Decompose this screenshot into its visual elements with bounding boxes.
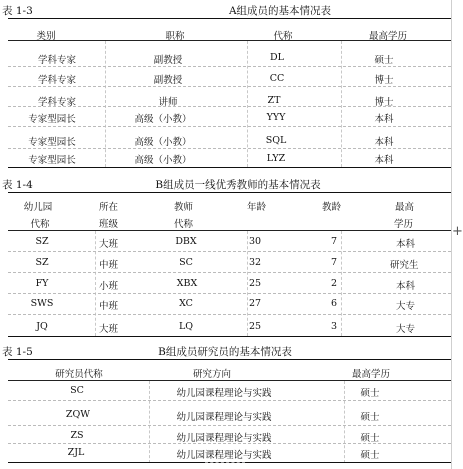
cell: 7 (331, 257, 338, 268)
cell: 讲师 (158, 97, 178, 108)
cell: ZT (267, 95, 281, 106)
cell: 幼儿园课程理论与实践 (176, 450, 272, 461)
top-rule (8, 18, 451, 19)
header-rule (8, 380, 451, 381)
cell: JQ (36, 321, 48, 332)
row-divider (8, 443, 451, 444)
table-title: B组成员研究员的基本情况表 (158, 346, 292, 358)
cell: 本科 (374, 114, 394, 125)
header-rule (8, 40, 451, 41)
cell: 副教授 (153, 55, 183, 66)
table-title: B组成员一线优秀教师的基本情况表 (155, 179, 321, 191)
cell: FY (35, 278, 49, 289)
cell: 学科专家 (37, 75, 77, 86)
header-cell: 研究员代称 (55, 369, 103, 380)
header-cell: 幼儿园 (23, 202, 53, 213)
cell: 硕士 (374, 55, 394, 66)
table-label: 表 1-3 (2, 5, 33, 17)
row-divider (8, 66, 451, 67)
cell: 32 (249, 257, 262, 268)
row-divider (8, 251, 451, 252)
column-divider (344, 381, 345, 463)
cell: 硕士 (360, 433, 380, 444)
cell: 本科 (396, 281, 416, 292)
header-cell: 最高学历 (368, 31, 408, 42)
cell: YYY (266, 112, 286, 123)
cell: LYZ (266, 153, 286, 164)
cell: 硕士 (360, 412, 380, 423)
top-rule (8, 192, 451, 193)
row-divider (8, 106, 451, 107)
header-cell: 职称 (165, 31, 185, 42)
cell: 27 (249, 298, 262, 309)
row-divider (8, 425, 451, 426)
cell: 大班 (99, 239, 119, 250)
cell: 大班 (99, 324, 119, 335)
row-divider (8, 400, 451, 401)
column-divider (341, 231, 342, 336)
cell: SQL (265, 135, 287, 146)
top-rule (8, 359, 451, 360)
cell: XC (179, 298, 193, 309)
header-rule (8, 230, 451, 231)
cell: 高级（小教） (134, 137, 192, 148)
cell: SWS (30, 298, 54, 309)
cell: 专家型园长 (28, 114, 76, 125)
row-divider (8, 126, 451, 127)
plus-icon[interactable]: + (452, 224, 463, 239)
cell: SZ (35, 236, 49, 247)
cell: XBX (176, 278, 198, 289)
cell: 本科 (374, 137, 394, 148)
cell: 中班 (99, 260, 119, 271)
cell: 学科专家 (37, 55, 77, 66)
row-divider (8, 272, 451, 273)
cell: DL (270, 52, 284, 63)
bottom-rule (8, 167, 451, 168)
header-cell: 教师 (174, 202, 194, 213)
row-divider (8, 86, 451, 87)
header-cell: 学历 (394, 219, 414, 230)
header-cell: 最高 (395, 202, 415, 213)
cell: 大专 (396, 301, 416, 312)
cell: 高级（小教） (134, 155, 192, 166)
cell: SC (70, 385, 84, 396)
row-divider (8, 148, 451, 149)
cell: 硕士 (360, 388, 380, 399)
cell: 副教授 (153, 75, 183, 86)
cell: 博士 (374, 75, 394, 86)
cell: ZQW (65, 409, 91, 420)
cell: 专家型园长 (28, 155, 76, 166)
cell: 30 (249, 236, 262, 247)
header-cell: 代称 (174, 219, 194, 230)
column-divider (247, 231, 248, 336)
cell: 本科 (374, 155, 394, 166)
header-cell: 所在 (99, 202, 119, 213)
cell: ZJL (67, 447, 85, 458)
cell: 小班 (99, 281, 119, 292)
header-cell: 年龄 (247, 202, 267, 213)
table-title: A组成员的基本情况表 (228, 5, 332, 17)
cell: 学科专家 (37, 97, 77, 108)
cell: 幼儿园课程理论与实践 (176, 412, 272, 423)
header-cell: 最高学历 (351, 369, 391, 380)
cell: 研究生 (390, 260, 419, 271)
cell: 25 (249, 321, 262, 332)
bottom-rule (8, 336, 451, 337)
cell: CC (269, 73, 285, 84)
page-break-marker (205, 462, 245, 463)
cell: 中班 (99, 301, 119, 312)
header-cell: 类别 (36, 31, 56, 42)
table-label: 表 1-4 (2, 179, 33, 191)
header-cell: 班级 (99, 219, 119, 230)
cell: 25 (249, 278, 262, 289)
header-cell: 研究方向 (192, 369, 232, 380)
cell: 大专 (396, 324, 416, 335)
column-divider (95, 231, 96, 336)
cell: DBX (175, 236, 197, 247)
cell: 幼儿园课程理论与实践 (176, 433, 272, 444)
column-divider (149, 381, 150, 463)
cell: 硕士 (360, 450, 380, 461)
header-cell: 教龄 (322, 202, 342, 213)
cell: ZS (70, 430, 84, 441)
cell: SC (179, 257, 193, 268)
cell: 高级（小教） (134, 114, 192, 125)
row-divider (8, 293, 451, 294)
header-cell: 代称 (30, 219, 50, 230)
cell: 幼儿园课程理论与实践 (176, 388, 272, 399)
header-cell: 代称 (273, 31, 293, 42)
cell: 专家型园长 (28, 137, 76, 148)
cell: 7 (331, 236, 338, 247)
row-divider (8, 314, 451, 315)
cell: 本科 (396, 239, 416, 250)
cell: LQ (178, 321, 194, 332)
table-label: 表 1-5 (2, 346, 33, 358)
cell: 博士 (374, 97, 394, 108)
cell: 2 (331, 278, 338, 289)
cell: 3 (331, 321, 338, 332)
cell: SZ (35, 257, 49, 268)
cell: 6 (331, 298, 338, 309)
